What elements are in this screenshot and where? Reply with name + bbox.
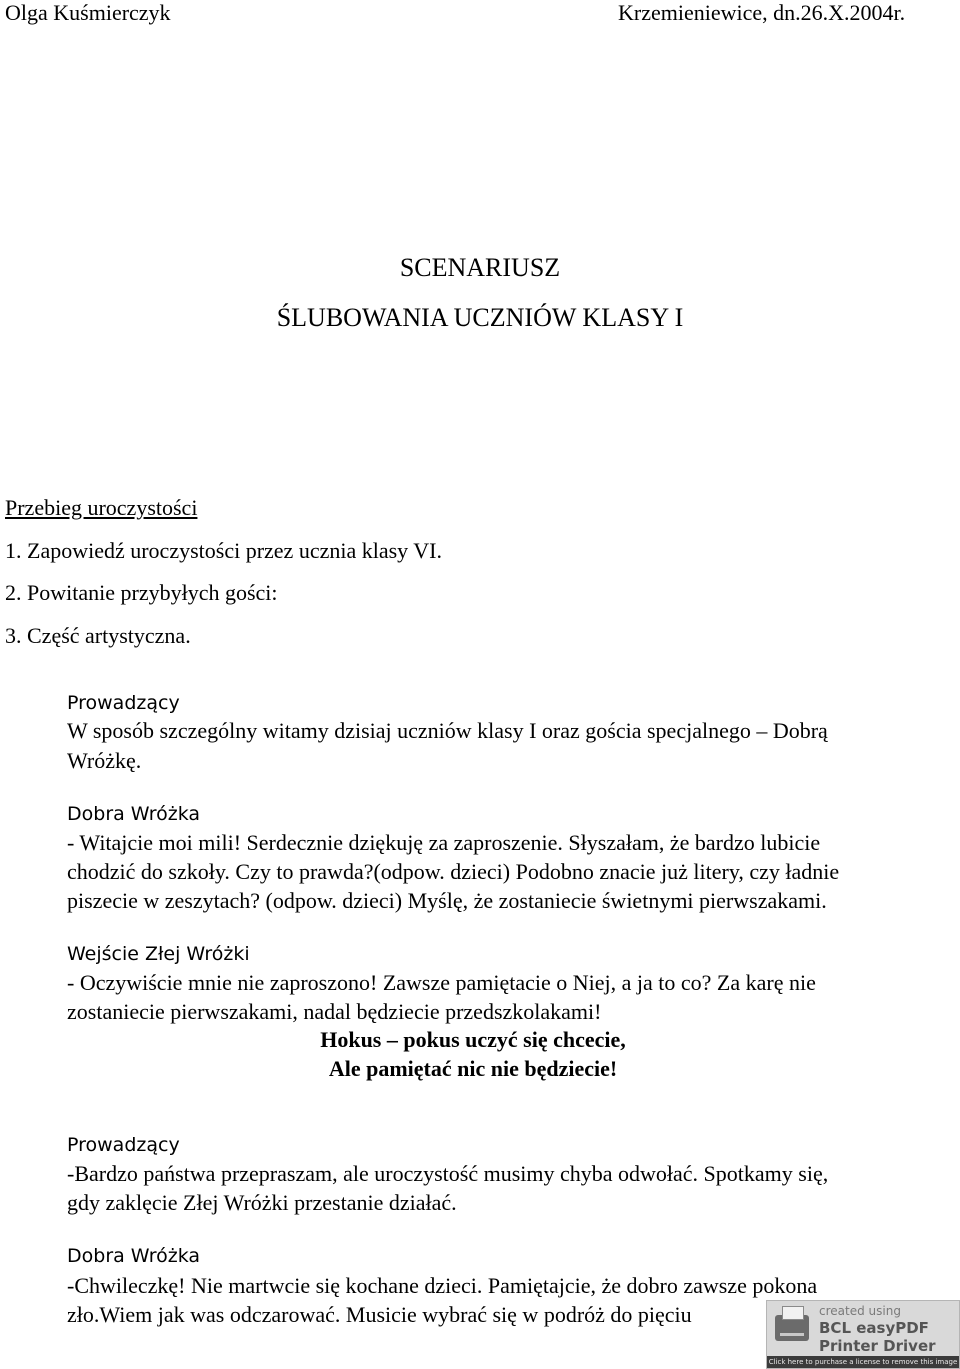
spell-line: Hokus – pokus uczyć się chcecie, xyxy=(320,1027,626,1052)
dialogue-line: -Bardzo państwa przepraszam, ale uroczystość musimy chyba odwołać. Spotkamy się, xyxy=(67,1161,829,1186)
printer-icon xyxy=(775,1315,809,1341)
dialogue-line: - Witajcie moi mili! Serdecznie dziękuję za zaproszenie. Słyszałam, że bardzo lubicie xyxy=(67,830,821,855)
speaker-label: Prowadzący xyxy=(67,1134,180,1156)
dialogue-line: Wróżkę. xyxy=(67,748,142,773)
place-and-date: Krzemieniewice, dn.26.X.2004r. xyxy=(618,0,906,25)
watermark-created: created using xyxy=(819,1304,901,1318)
easypdf-watermark[interactable] xyxy=(766,1300,960,1369)
dialogue-line: chodzić do szkoły. Czy to prawda?(odpow. dzieci) Podobno znacie już litery, czy ładnie xyxy=(67,859,840,884)
spell-line: Ale pamiętać nic nie będziecie! xyxy=(328,1056,618,1081)
dialogue-line: W sposób szczególny witamy dzisiaj uczniów klasy I oraz gościa specjalnego – Dobrą xyxy=(67,718,828,743)
dialogue-line: - Oczywiście mnie nie zaproszono! Zawsze pamiętacie o Niej, a ja to co? Za karę nie xyxy=(67,970,816,995)
speaker-label: Prowadzący xyxy=(67,692,180,714)
program-item: 3. Część artystyczna. xyxy=(5,623,191,648)
watermark-license-link[interactable]: Click here to purchase a license to remove this image xyxy=(768,1358,958,1366)
document-subtitle: ŚLUBOWANIA UCZNIÓW KLASY I xyxy=(276,303,684,332)
speaker-label: Dobra Wróżka xyxy=(67,803,201,825)
document-title: SCENARIUSZ xyxy=(399,253,561,282)
watermark-product-name: BCL easyPDF xyxy=(819,1319,929,1337)
speaker-label: Wejście Złej Wróżki xyxy=(67,943,250,965)
author-name: Olga Kuśmierczyk xyxy=(5,0,171,25)
dialogue-line: zostaniecie pierwszakami, nadal będziecie przedszkolakami! xyxy=(67,999,602,1024)
watermark-product-type: Printer Driver xyxy=(819,1337,936,1355)
program-item: 1. Zapowiedź uroczystości przez ucznia klasy VI. xyxy=(5,538,442,563)
dialogue-line: -Chwileczkę! Nie martwcie się kochane dzieci. Pamiętajcie, że dobro zawsze pokona xyxy=(67,1273,818,1298)
dialogue-line: zło.Wiem jak was odczarować. Musicie wybrać się w podróż do pięciu xyxy=(67,1302,692,1327)
speaker-label: Dobra Wróżka xyxy=(67,1245,201,1267)
dialogue-line: gdy zaklęcie Złej Wróżki przestanie działać. xyxy=(67,1190,457,1215)
program-heading: Przebieg uroczystości xyxy=(5,495,198,520)
dialogue-line: piszecie w zeszytach? (odpow. dzieci) Myślę, że zostaniecie świetnymi pierwszakami. xyxy=(67,888,827,913)
program-item: 2. Powitanie przybyłych gości: xyxy=(5,580,278,605)
